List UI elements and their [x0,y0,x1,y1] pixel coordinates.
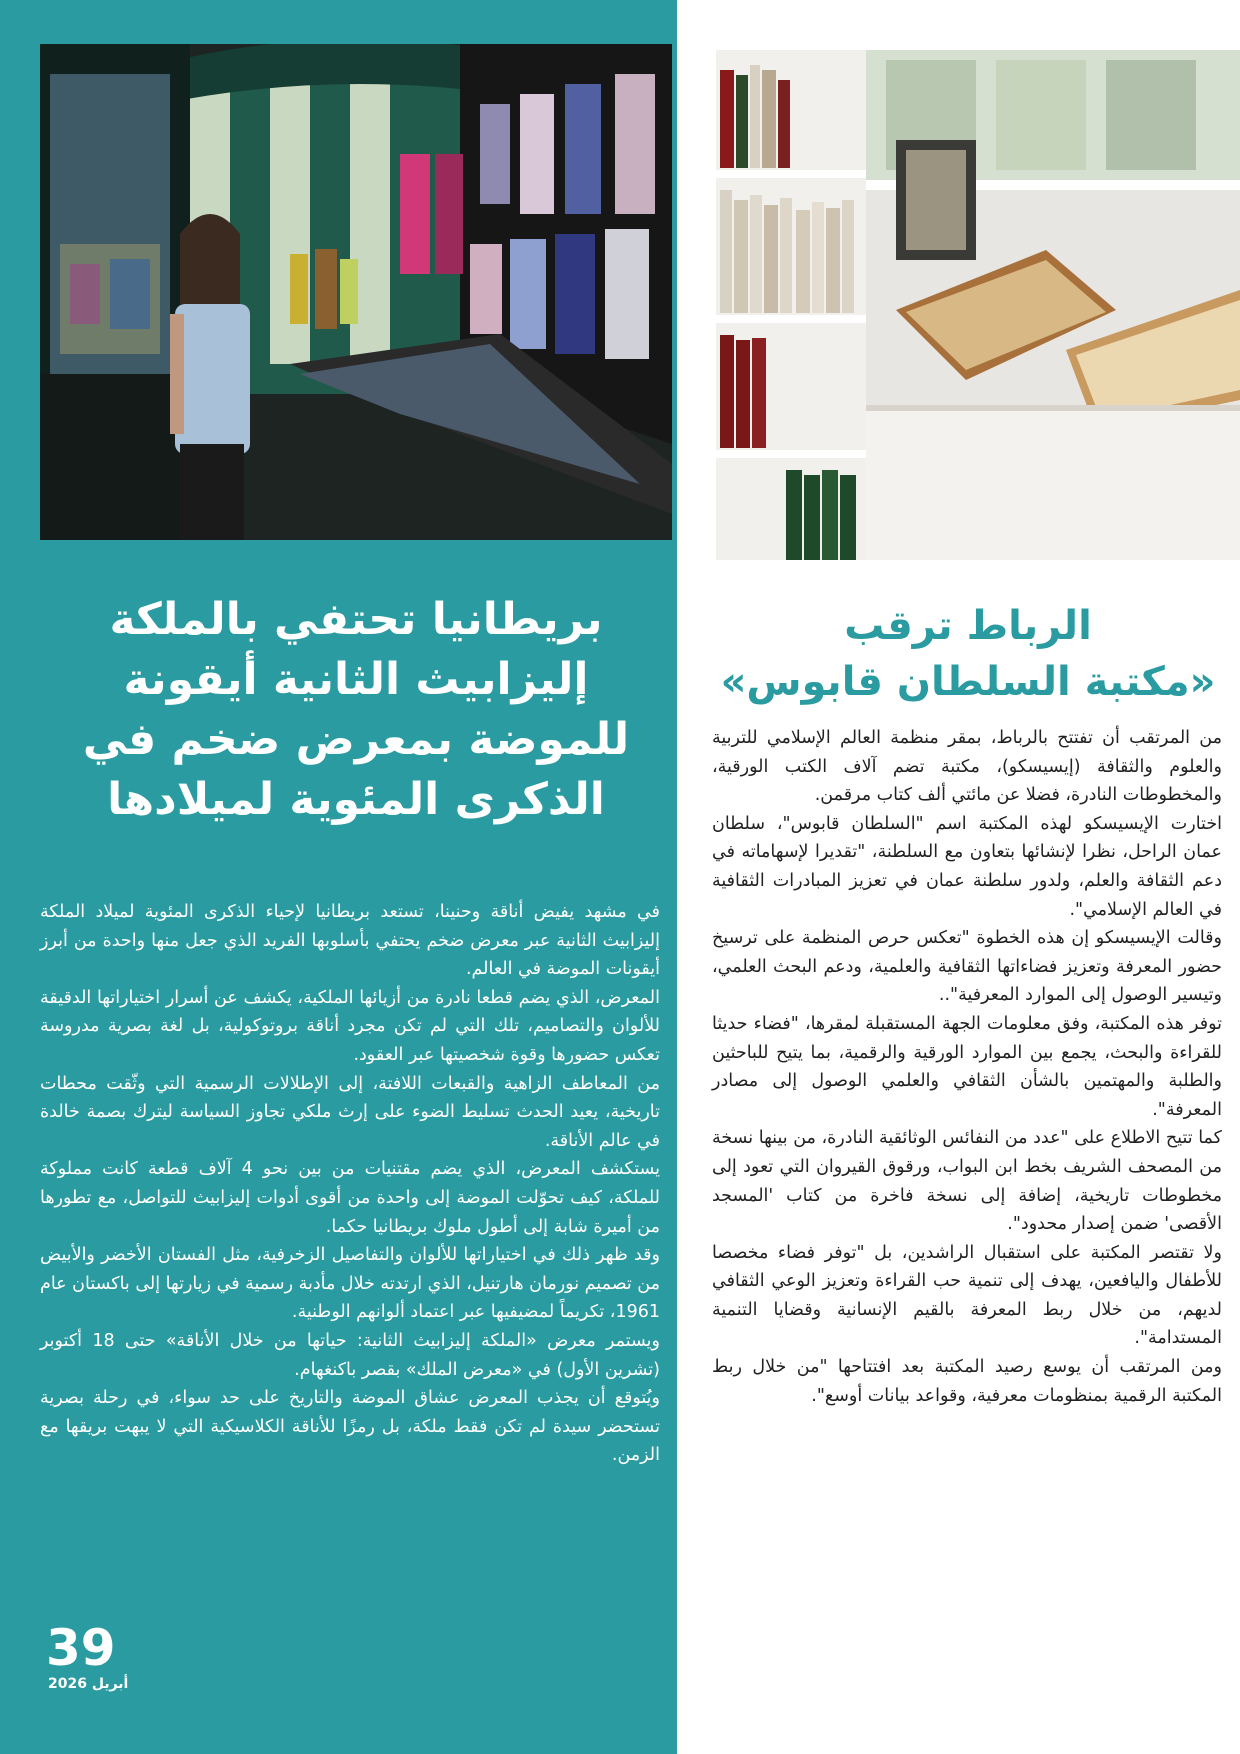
right-article-body [712,724,1222,1410]
right-paragraph: اختارت الإيسيسكو لهذه المكتبة اسم "السلطان قابوس"، سلطان عمان الراحل، نظرا لإنشائها بتعاون مع السلطنة، "تقديرا لإسهاماته في دعم الثقافة والعلم، ولدور سلطنة عمان في تعزيز المبادرات الثقافية في العالم الإسلامي". [712,813,1222,920]
left-paragraph: من المعاطف الزاهية والقبعات اللافتة، إلى الإطلالات الرسمية التي وثّقت محطات تاريخية، يعيد الحدث تسليط الضوء على إرث ملكي تجاوز السياسة ليترك بصمة خالدة في عالم الأناقة. [40,1073,660,1151]
page-number: 39 [46,1619,116,1677]
left-article-body [40,898,660,1470]
right-paragraph: ولا تقتصر المكتبة على استقبال الراشدين، بل "توفر فضاء مخصصا للأطفال واليافعين، يهدف إلى تنمية حب القراءة وتعزيز الوعي الثقافي لديهم، من خلال ربط المعرفة بالقيم الإنسانية وقضايا التنمية المستدامة". [712,1242,1222,1349]
left-article-title: بريطانيا تحتفي بالملكة إليزابيث الثانية أيقونة للموضة بمعرض ضخم في الذكرى المئوية لميلادها [82,594,630,825]
left-paragraph: ويُتوقع أن يجذب المعرض عشاق الموضة والتاريخ على حد سواء، في رحلة بصرية تستحضر سيدة لم تكن فقط ملكة، بل رمزًا للأناقة الكلاسيكية التي لا يبهت بريقها مع الزمن. [40,1388,660,1466]
left-paragraph: ويستمر معرض «الملكة إليزابيث الثانية: حياتها من خلال الأناقة» حتى 18 أكتوبر (تشرين الأول) في «معرض الملك» بقصر باكنغهام. [40,1330,660,1380]
right-paragraph: كما تتيح الاطلاع على "عدد من النفائس الوثائقية النادرة، من بينها نسخة من المصحف الشريف بخط ابن البواب، ورقوق القيروان التي تعود إلى مخطوطات تاريخية، إضافة إلى نسخة فاخرة من كتاب 'المسجد الأقصى' ضمن إصدار محدود". [712,1128,1222,1235]
library-photo [716,50,1240,560]
left-paragraph: في مشهد يفيض أناقة وحنينا، تستعد بريطانيا لإحياء الذكرى المئوية لميلاد الملكة إليزابيث الثانية عبر معرض ضخم يحتفي بأسلوبها الفريد الذي جعل منها واحدة من أبرز أيقونات الموضة في العالم. [40,902,660,980]
left-paragraph: يستكشف المعرض، الذي يضم مقتنيات من بين نحو 4 آلاف قطعة كانت مملوكة للملكة، كيف تحوّلت الموضة إلى واحدة من أقوى أدوات إليزابيث للتواصل، مع تطورها من أميرة شابة إلى أطول ملوك بريطانيا حكما. [40,1159,660,1237]
right-article-title [720,598,1216,710]
right-paragraph: توفر هذه المكتبة، وفق معلومات الجهة المستقبلة لمقرها، "فضاء حديثا للقراءة والبحث، يجمع بين الموارد الورقية والرقمية، بما يتيح للباحثين والطلبة والمهتمين بالشأن الثقافي والعلمي الوصول إلى مصادر المعرفة". [712,1013,1222,1120]
left-paragraph: وقد ظهر ذلك في اختياراتها للألوان والتفاصيل الزخرفية، مثل الفستان الأخضر والأبيض من تصميم نورمان هارتنيل، الذي ارتدته خلال مأدبة رسمية في زيارتها إلى باكستان عام 1961، تكريماً لمضيفيها عبر اعتماد ألوانهم الوطنية. [39,1245,660,1323]
right-title-line-2: «مكتبة السلطان قابوس» [720,659,1216,705]
right-paragraph: من المرتقب أن تفتتح بالرباط، بمقر منظمة العالم الإسلامي للتربية والعلوم والثقافة (إيسيسكو)، مكتبة تضم آلاف الكتب الورقية، والمخطوطات النادرة، فضلا عن مائتي ألف كتاب مرقمن. [712,728,1222,806]
right-paragraph: ومن المرتقب أن يوسع رصيد المكتبة بعد افتتاحها "من خلال ربط المكتبة الرقمية بمنظومات معرفية، وقواعد بيانات أوسع". [712,1357,1222,1406]
right-title-line-1: الرباط ترقب [844,603,1092,649]
page-date: أبريل 2026 [48,1676,129,1692]
right-paragraph: وقالت الإيسيسكو إن هذه الخطوة "تعكس حرص المنظمة على ترسيخ حضور المعرفة وتعزيز فضاءاتها الثقافية والعلمية، ودعم البحث العلمي، وتيسير الوصول إلى الموارد المعرفية".. [712,928,1222,1006]
exhibition-photo [40,44,672,540]
left-paragraph: المعرض، الذي يضم قطعا نادرة من أزيائها الملكية، يكشف عن أسرار اختياراتها الدقيقة للألوان والتصاميم، تلك التي لم تكن مجرد أناقة بروتوكولية، بل لغة بصرية مدروسة تعكس حضورها وقوة شخصيتها عبر العقود. [40,987,660,1065]
